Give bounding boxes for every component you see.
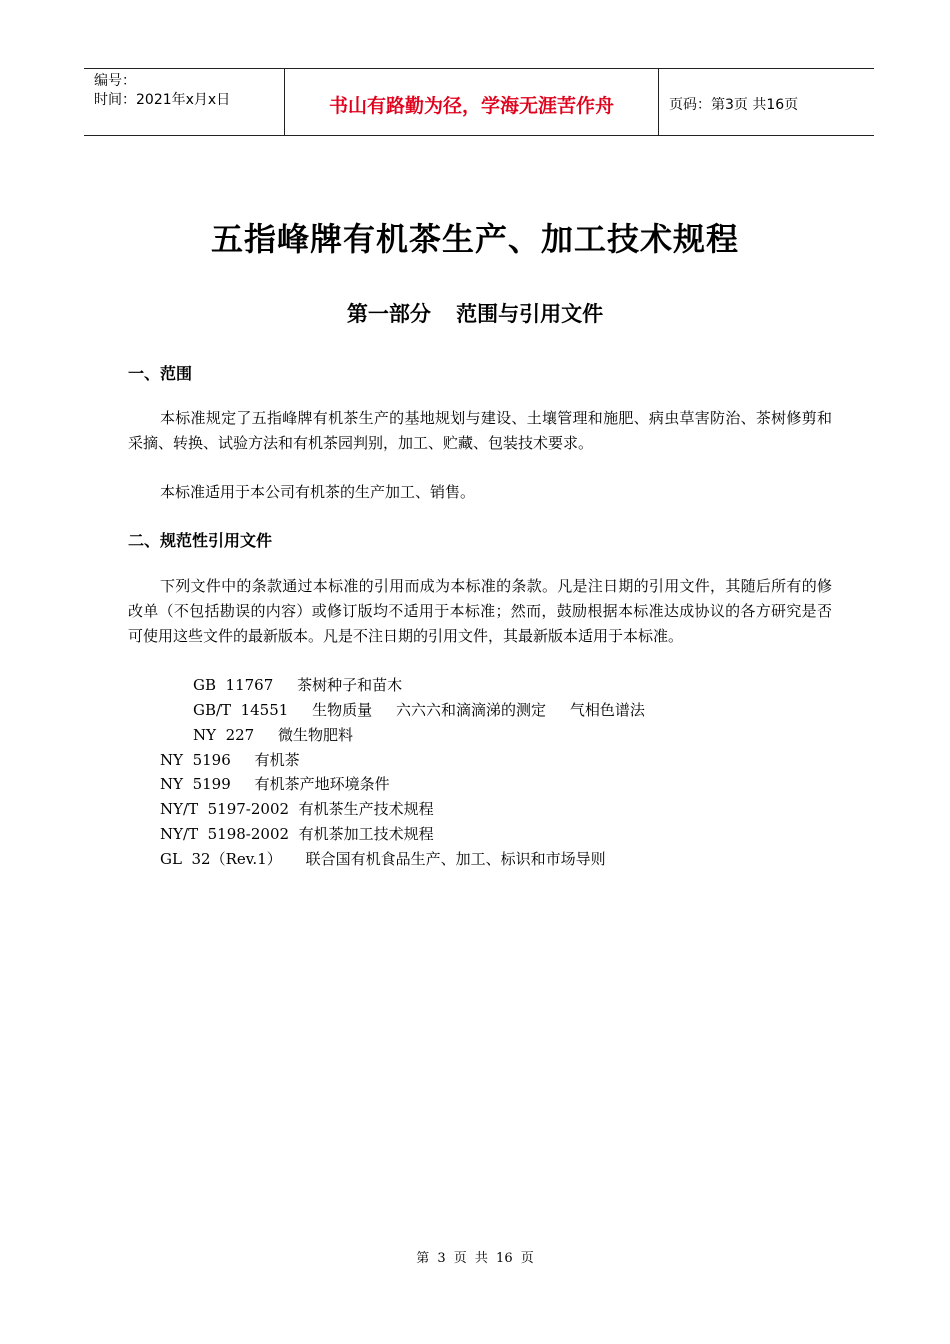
references-paragraph: 下列文件中的条款通过本标准的引用而成为本标准的条款。凡是注日期的引用文件，其随后所有的修改单（不包括勘误的内容）或修订版均不适用于本标准；然而，鼓励根据本标准达成协议的各方研究是否可使用这些文件的最新版本。凡是不注日期的引用文件，其最新版本适用于本标准。 <box>128 577 832 645</box>
reference-item: NY 5199 有机茶产地环境条件 <box>160 775 390 793</box>
section-heading-scope: 一、范围 <box>128 364 193 383</box>
scope-paragraph-2: 本标准适用于本公司有机茶的生产加工、销售。 <box>160 483 476 501</box>
header-motto: 书山有路勤为径，学海无涯苦作舟 <box>285 69 659 135</box>
document-date-label: 时间：2021年x月x日 <box>94 92 231 108</box>
reference-item: GB 11767 茶树种子和苗木 <box>193 676 403 694</box>
section-heading-references: 二、规范性引用文件 <box>128 531 273 550</box>
reference-item: NY/T 5197-2002 有机茶生产技术规程 <box>160 800 434 818</box>
header-table <box>84 68 874 136</box>
page-footer: 第 3 页 共 16 页 <box>416 1251 534 1266</box>
reference-item: NY 5196 有机茶 <box>160 751 300 769</box>
reference-item: GL 32（Rev.1） 联合国有机食品生产、加工、标识和市场导则 <box>160 850 606 868</box>
reference-item: NY 227 微生物肥料 <box>193 726 354 744</box>
reference-item: GB/T 14551 生物质量 六六六和滴滴涕的测定 气相色谱法 <box>193 701 645 719</box>
document-number-label: 编号： <box>94 73 136 89</box>
scope-paragraph-1: 本标准规定了五指峰牌有机茶生产的基地规划与建设、土壤管理和施肥、病虫草害防治、茶树修剪和采摘、转换、试验方法和有机茶园判别，加工、贮藏、包装技术要求。 <box>128 409 832 452</box>
header-page-info: 页码：第3页 共16页 <box>669 97 799 113</box>
reference-item: NY/T 5198-2002 有机茶加工技术规程 <box>160 825 434 843</box>
part-heading: 第一部分 范围与引用文件 <box>346 302 604 326</box>
document-title: 五指峰牌有机茶生产、加工技术规程 <box>210 220 739 258</box>
header-meta-cell <box>84 69 285 135</box>
